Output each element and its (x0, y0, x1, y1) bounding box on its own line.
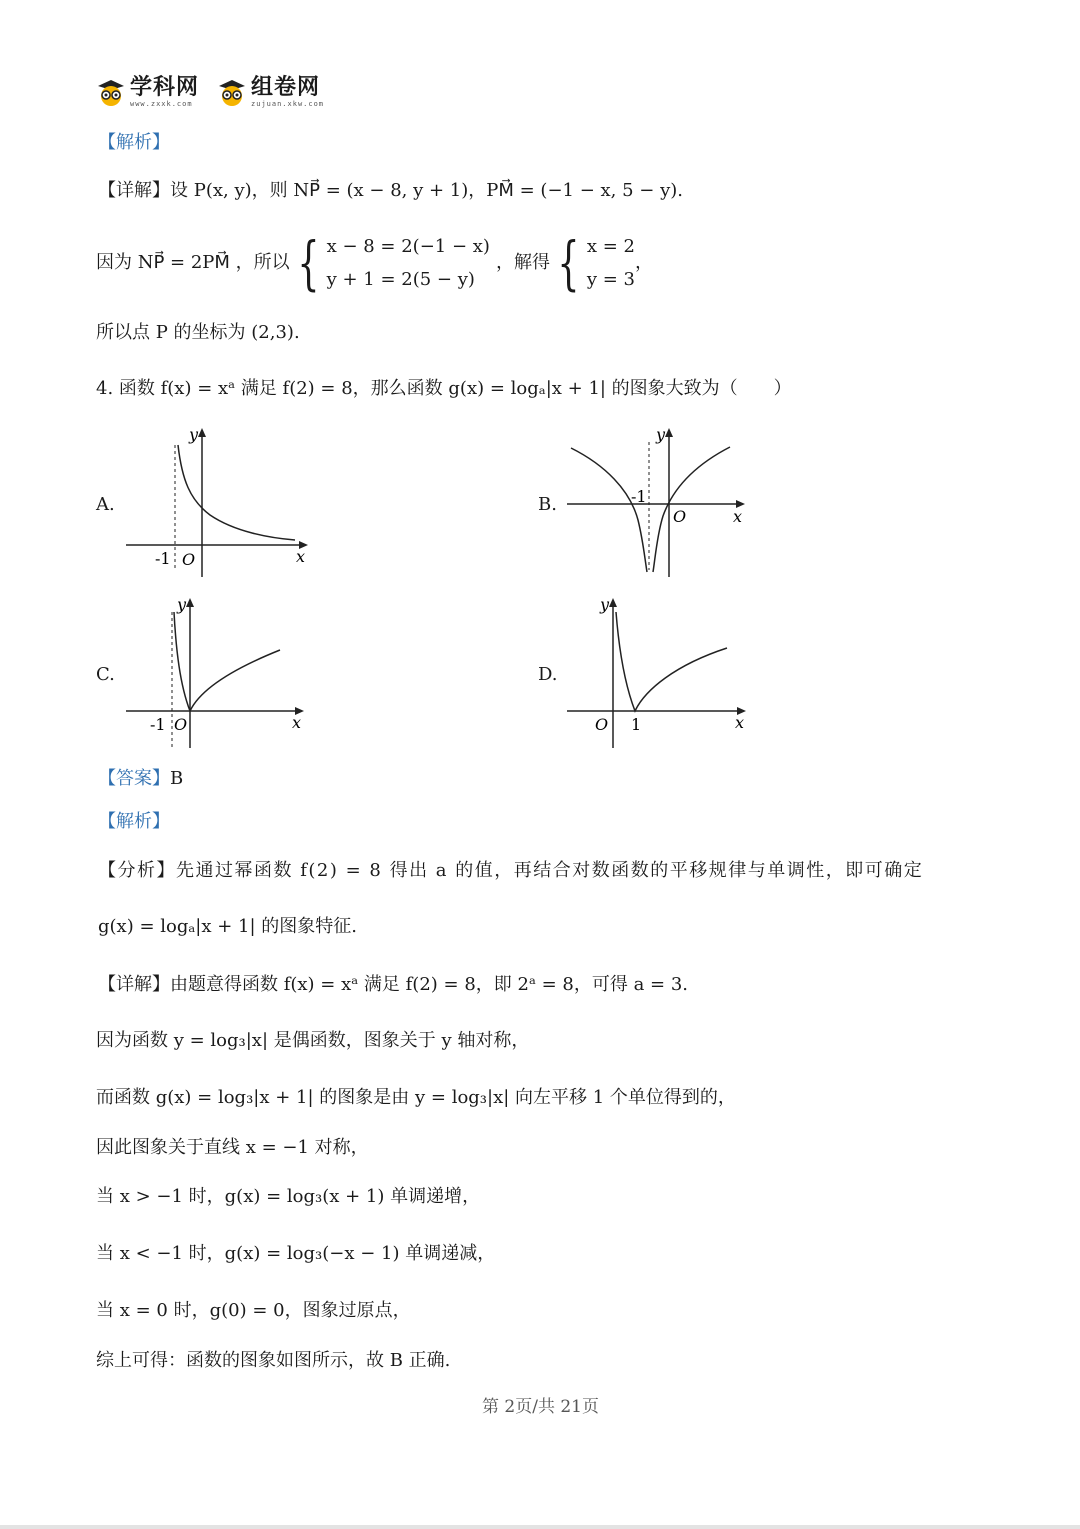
xuekewang-logo (96, 76, 199, 108)
origin-label: O (174, 715, 188, 734)
y-label: y (599, 595, 609, 614)
x-label: x (733, 507, 743, 526)
neg-one-label: -1 (155, 549, 171, 568)
x-label: x (292, 713, 302, 732)
option-c-graph (120, 590, 320, 755)
bottom-divider (0, 1525, 1080, 1529)
logo1-name: 学科网 (130, 75, 200, 100)
analysis-line-1: 【分析】先通过幂函数 f(2) = 8 得出 a 的值，再结合对数函数的平移规律与单调性，即可确定 (98, 860, 924, 881)
system2-eq2: y = 3 (586, 269, 636, 290)
logo2-url: zujuan.xkw.com (251, 100, 325, 108)
y-arrow-icon (186, 598, 194, 607)
prev-system-line (96, 228, 653, 298)
one-label: 1 (631, 715, 642, 734)
detail-line-6: 当 x < −1 时，g(x) = log₃(−x − 1) 单调递减， (96, 1243, 496, 1264)
system1-eq2: y + 1 = 2(5 − y) (326, 269, 475, 290)
option-c-letter: C. (96, 664, 115, 685)
option-a-letter: A. (96, 494, 115, 515)
option-a-graph (120, 420, 320, 580)
y-label: y (655, 425, 665, 444)
option-b-graph (565, 420, 755, 580)
left-brace-icon: { (297, 229, 320, 297)
owl-mascot-icon (217, 78, 247, 106)
jiexi-tag: 【解析】 (98, 811, 170, 832)
detail-line-8: 综上可得：函数的图象如图所示，故 B 正确. (96, 1350, 451, 1371)
header-logos (96, 76, 324, 108)
owl-mascot-icon (96, 78, 126, 106)
logo2-name: 组卷网 (251, 75, 321, 100)
option-d-letter: D. (538, 664, 558, 685)
y-label: y (176, 595, 186, 614)
graph-curve (616, 612, 727, 711)
question-4-text: 4. 函数 f(x) = xᵃ 满足 f(2) = 8，那么函数 g(x) = logₐ|x + 1| 的图象大致为（ ） (96, 378, 792, 399)
neg-one-label: -1 (150, 715, 166, 734)
system2-eq1: x = 2 (586, 236, 635, 257)
answer-line (98, 768, 183, 790)
y-arrow-icon (609, 598, 617, 607)
prev-system-pre: 因为 NP⃗ = 2PM⃗ ，所以 (96, 252, 290, 273)
prev-detail-line: 【详解】设 P(x, y)，则 NP⃗ = (x − 8, y + 1)，PM⃗ = (−1 − x, 5 − y). (98, 180, 683, 201)
jiexi-tag-prev: 【解析】 (98, 132, 170, 153)
page-number: 第 2页/共 21页 (482, 1397, 599, 1417)
prev-system-mid: ，解得 (495, 252, 550, 273)
system-of-equations-1 (290, 230, 490, 296)
answer-value: B (170, 768, 184, 789)
detail-line-4: 因此图象关于直线 x = −1 对称， (96, 1137, 369, 1158)
y-label: y (188, 425, 198, 444)
graph-left-branch (571, 448, 647, 572)
detail-line-2: 因为函数 y = log₃|x| 是偶函数，图象关于 y 轴对称， (96, 1030, 530, 1051)
graph-curve (178, 445, 295, 540)
neg-one-label: -1 (631, 487, 647, 506)
origin-label: O (182, 550, 196, 569)
y-arrow-icon (198, 428, 206, 437)
option-d-graph (565, 590, 755, 755)
system-of-equations-2 (550, 230, 635, 296)
detail-line-1: 【详解】由题意得函数 f(x) = xᵃ 满足 f(2) = 8，即 2ᵃ = 8，可得 a = 3. (98, 974, 689, 995)
logo1-url: www.zxxk.com (130, 100, 193, 108)
detail-line-3: 而函数 g(x) = log₃|x + 1| 的图象是由 y = log₃|x| 向左平移 1 个单位得到的， (96, 1087, 736, 1108)
left-brace-icon: { (557, 229, 580, 297)
y-arrow-icon (665, 428, 673, 437)
origin-label: O (595, 715, 609, 734)
zujuanwang-logo (217, 76, 324, 108)
detail-line-7: 当 x = 0 时，g(0) = 0，图象过原点， (96, 1300, 411, 1321)
prev-system-end: ， (635, 252, 654, 273)
prev-conclusion: 所以点 P 的坐标为 (2,3). (96, 322, 300, 343)
x-label: x (296, 547, 306, 566)
x-label: x (735, 713, 745, 732)
graph-right-branch (653, 447, 730, 572)
analysis-line-2: g(x) = logₐ|x + 1| 的图象特征. (98, 916, 358, 937)
answer-tag: 【答案】 (98, 768, 170, 789)
detail-line-5: 当 x > −1 时，g(x) = log₃(x + 1) 单调递增， (96, 1186, 481, 1207)
system1-eq1: x − 8 = 2(−1 − x) (326, 236, 490, 257)
option-b-letter: B. (538, 494, 557, 515)
origin-label: O (673, 507, 687, 526)
